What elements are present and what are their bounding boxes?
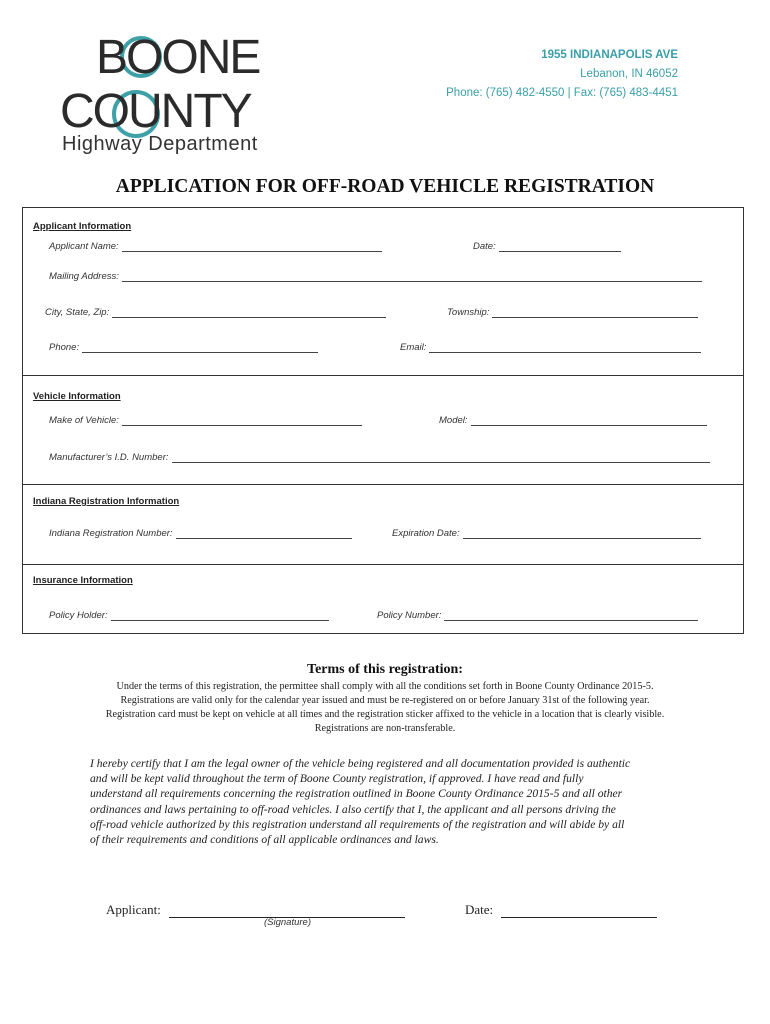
township-field[interactable] [447, 307, 698, 318]
certification-statement [90, 756, 690, 847]
policy-holder-label: Policy Holder: [49, 610, 108, 621]
logo-word-county: COUNTY [60, 85, 251, 138]
certify-line: off-road vehicle authorized by this registration understand all requirements of the registration and will abide by all [90, 817, 625, 831]
applicant-name-label: Applicant Name: [49, 241, 119, 252]
terms-heading: Terms of this registration: [307, 662, 463, 677]
applicant-signature-field[interactable] [106, 902, 405, 918]
policy-number-input[interactable] [444, 611, 698, 621]
township-label: Township: [447, 307, 490, 318]
vehicle-make-input[interactable] [122, 416, 362, 426]
policy-holder-field[interactable] [49, 610, 329, 621]
expiration-date-field[interactable] [392, 528, 701, 539]
township-input[interactable] [492, 308, 698, 318]
certify-line: ordinances and laws pertaining to off-road vehicles. I also certify that I, the applicant and all persons driving the [90, 802, 616, 816]
registration-form [22, 207, 744, 634]
applicant-date-input[interactable] [499, 242, 621, 252]
manufacturer-id-field[interactable] [49, 452, 710, 463]
section-divider [23, 564, 743, 565]
mailing-address-field[interactable] [49, 271, 702, 282]
section-applicant-heading: Applicant Information [33, 221, 132, 232]
email-field[interactable] [400, 342, 701, 353]
phone-field[interactable] [49, 342, 318, 353]
policy-holder-input[interactable] [111, 611, 329, 621]
terms-line: Registrations are valid only for the calendar year issued and must be re-registered on or before January 31st of the following year. [120, 695, 650, 706]
city-state-zip-label: City, State, Zip: [45, 307, 110, 318]
vehicle-make-field[interactable] [49, 415, 362, 426]
email-label: Email: [400, 342, 427, 353]
applicant-signature-label: Applicant: [106, 902, 161, 917]
terms-line: Under the terms of this registration, the permittee shall comply with all the conditions set forth in Boone County Ordinance 2015-5. [116, 681, 654, 692]
phone-label: Phone: [49, 342, 80, 353]
expiration-date-label: Expiration Date: [392, 528, 460, 539]
terms-line: Registration card must be kept on vehicle at all times and the registration sticker affixed to the vehicle in a location that is clearly visible. [105, 709, 665, 720]
manufacturer-id-input[interactable] [172, 453, 710, 463]
address-city: Lebanon, IN 46052 [580, 68, 678, 80]
certify-line: I hereby certify that I am the legal owner of the vehicle being registered and all documentation provided is authentic [90, 757, 631, 770]
expiration-date-input[interactable] [463, 529, 701, 539]
applicant-name-input[interactable] [122, 242, 382, 252]
city-state-zip-input[interactable] [112, 308, 386, 318]
phone-input[interactable] [82, 343, 318, 353]
signature-date-label: Date: [465, 902, 494, 917]
certify-line: of their requirements and conditions of all applicable ordinances and laws. [90, 833, 439, 847]
indiana-registration-input[interactable] [176, 529, 352, 539]
certify-line: and will be kept valid throughout the term of Boone County registration, if approved. I have read and fully [90, 772, 584, 786]
vehicle-model-label: Model: [439, 415, 468, 426]
email-input[interactable] [429, 343, 701, 353]
vehicle-make-label: Make of Vehicle: [49, 415, 119, 426]
signature-note: (Signature) [264, 917, 311, 928]
policy-number-field[interactable] [377, 610, 698, 621]
vehicle-model-field[interactable] [439, 415, 707, 426]
applicant-date-label: Date: [473, 241, 496, 252]
section-insurance-heading: Insurance Information [33, 575, 133, 586]
section-indiana-heading: Indiana Registration Information [33, 496, 180, 507]
applicant-name-field[interactable] [49, 241, 382, 252]
form-title: APPLICATION FOR OFF-ROAD VEHICLE REGISTRATION [115, 176, 655, 197]
logo-subtitle: Highway Department [62, 133, 258, 155]
mailing-address-label: Mailing Address: [49, 271, 119, 282]
mailing-address-input[interactable] [122, 272, 702, 282]
applicant-date-field[interactable] [473, 241, 621, 252]
department-address [446, 46, 678, 103]
boone-county-logo [60, 30, 290, 160]
certify-line: understand all requirements concerning the registration outlined in Boone County Ordinance 2015-5 and all other [90, 787, 623, 801]
manufacturer-id-label: Manufacturer’s I.D. Number: [49, 452, 169, 463]
terms-line: Registrations are non-transferable. [314, 723, 456, 734]
signature-date-input[interactable] [501, 905, 657, 918]
section-divider [23, 375, 743, 376]
terms-text [40, 680, 730, 736]
logo-word-boone: BOONE [96, 31, 260, 84]
address-contact: Phone: (765) 482-4550 | Fax: (765) 483-4451 [446, 87, 678, 99]
vehicle-model-input[interactable] [471, 416, 707, 426]
signature-date-field[interactable] [465, 902, 657, 918]
section-vehicle-heading: Vehicle Information [33, 391, 121, 402]
city-state-zip-field[interactable] [45, 307, 386, 318]
indiana-registration-label: Indiana Registration Number: [49, 528, 173, 539]
address-street: 1955 INDIANAPOLIS AVE [541, 49, 678, 61]
policy-number-label: Policy Number: [377, 610, 442, 621]
indiana-registration-field[interactable] [49, 528, 352, 539]
section-divider [23, 484, 743, 485]
